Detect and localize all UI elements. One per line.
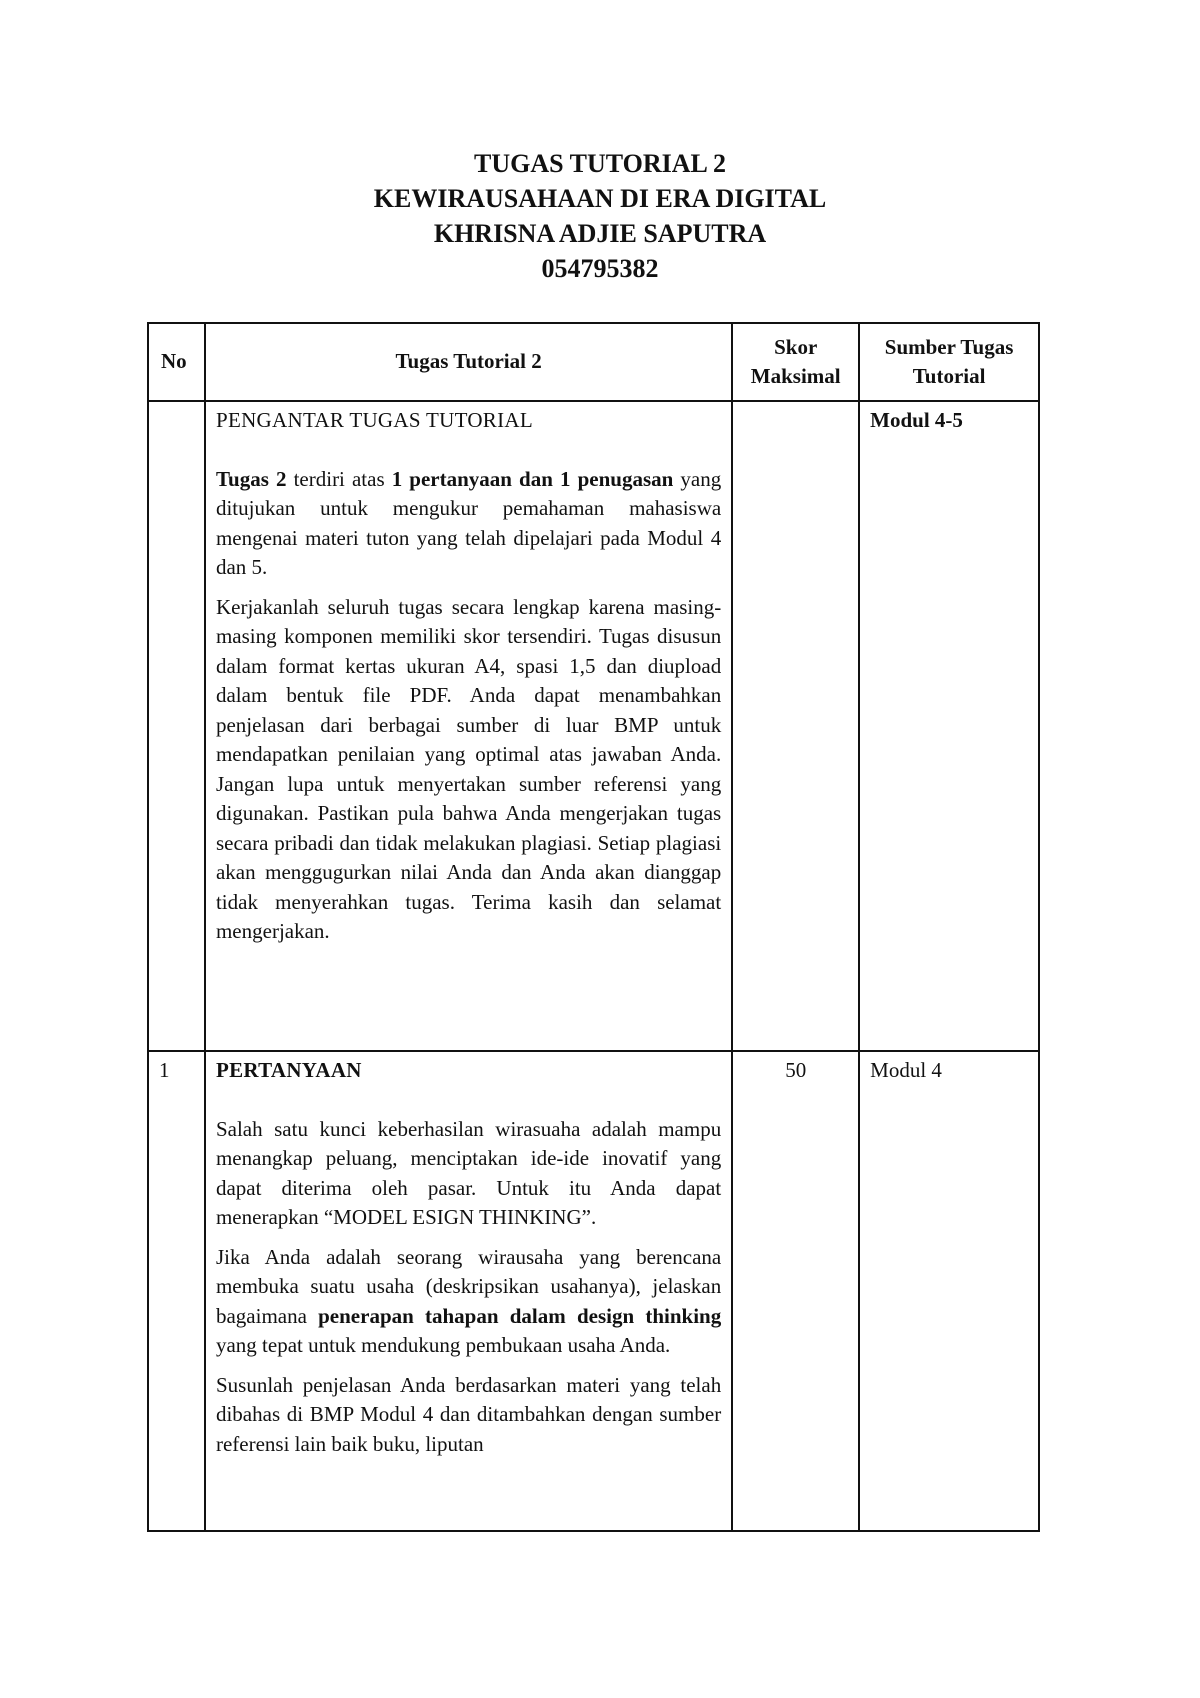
document-header [0, 146, 1200, 286]
instructions-paragraph: Kerjakanlah seluruh tugas secara lengkap karena masing-masing komponen memiliki skor tersendiri. Tugas disusun dalam format kertas ukuran A4, spasi 1,5 dan diupload dalam bentuk file PDF. Anda dapat menambahkan penjelasan dari berbagai sumber di luar BMP untuk mendapatkan penilaian yang optimal atas jawaban Anda. Jangan lupa untuk menyertakan sumber referensi yang digunakan. Pastikan pula bahwa Anda mengerjakan tugas secara pribadi dan tidak melakukan plagiasi. Setiap plagiasi akan menggugurkan nilai Anda dan Anda akan dianggap tidak menyerahkan tugas. Terima kasih dan selamat mengerjakan. [215, 594, 722, 943]
text-run: yang ditujukan untuk mengukur pemahaman mahasiswa mengenai materi tuton yang telah dipelajari pada Modul 4 dan 5. [215, 466, 722, 579]
bold-text: Tugas 2 [215, 466, 287, 491]
table-row [148, 1051, 1039, 1531]
header-score-line2: Maksimal [750, 364, 841, 388]
source-module: Modul 4 [859, 1051, 1039, 1531]
tasks-table [147, 322, 1040, 1532]
header-source-line2: Tutorial [912, 364, 986, 388]
text-run: yang tepat untuk mendukung pembukaan usaha Anda. [215, 1333, 671, 1357]
max-score: 50 [732, 1051, 859, 1531]
student-name: KHRISNA ADJIE SAPUTRA [433, 219, 767, 248]
source-module: Modul 4-5 [859, 401, 1039, 1051]
header-source [859, 323, 1039, 401]
question-paragraph [216, 1243, 721, 1361]
question-context-paragraph: Salah satu kunci keberhasilan wirasuaha adalah mampu menangkap peluang, menciptakan ide-ide inovatif yang dapat diterima oleh pasar. Untuk itu Anda dapat menerapkan “MODEL ESIGN THINKING”. [215, 1116, 722, 1229]
course-title: KEWIRAUSAHAAN DI ERA DIGITAL [373, 184, 827, 213]
section-title: PERTANYAAN [215, 1058, 362, 1082]
section-title: PENGANTAR TUGAS TUTORIAL [215, 408, 534, 432]
header-score [732, 323, 859, 401]
table-header-row [148, 323, 1039, 401]
row-number [148, 401, 205, 1051]
intro-paragraph [216, 465, 721, 583]
max-score [732, 401, 859, 1051]
header-no: No [148, 323, 205, 401]
row-number: 1 [148, 1051, 205, 1531]
student-id: 054795382 [541, 254, 659, 283]
header-source-line1: Sumber Tugas [884, 334, 1014, 359]
text-run: Jika Anda adalah seorang wirausaha yang berencana membuka suatu usaha (deskripsikan usahanya), jelaskan bagaimana [215, 1244, 722, 1328]
header-score-line1: Skor [774, 334, 818, 359]
bold-text: penerapan tahapan dalam design thinking [318, 1303, 722, 1328]
bold-text: 1 pertanyaan dan 1 penugasan [391, 466, 674, 491]
table-row [148, 401, 1039, 1051]
task-cell [205, 1051, 732, 1531]
reference-paragraph: Susunlah penjelasan Anda berdasarkan materi yang telah dibahas di BMP Modul 4 dan ditambahkan dengan sumber referensi lain baik buku, liputan [215, 1372, 722, 1456]
task-cell [205, 401, 732, 1051]
assignment-title: TUGAS TUTORIAL 2 [474, 149, 726, 178]
header-task: Tugas Tutorial 2 [205, 323, 732, 401]
text-run: terdiri atas [286, 466, 392, 491]
